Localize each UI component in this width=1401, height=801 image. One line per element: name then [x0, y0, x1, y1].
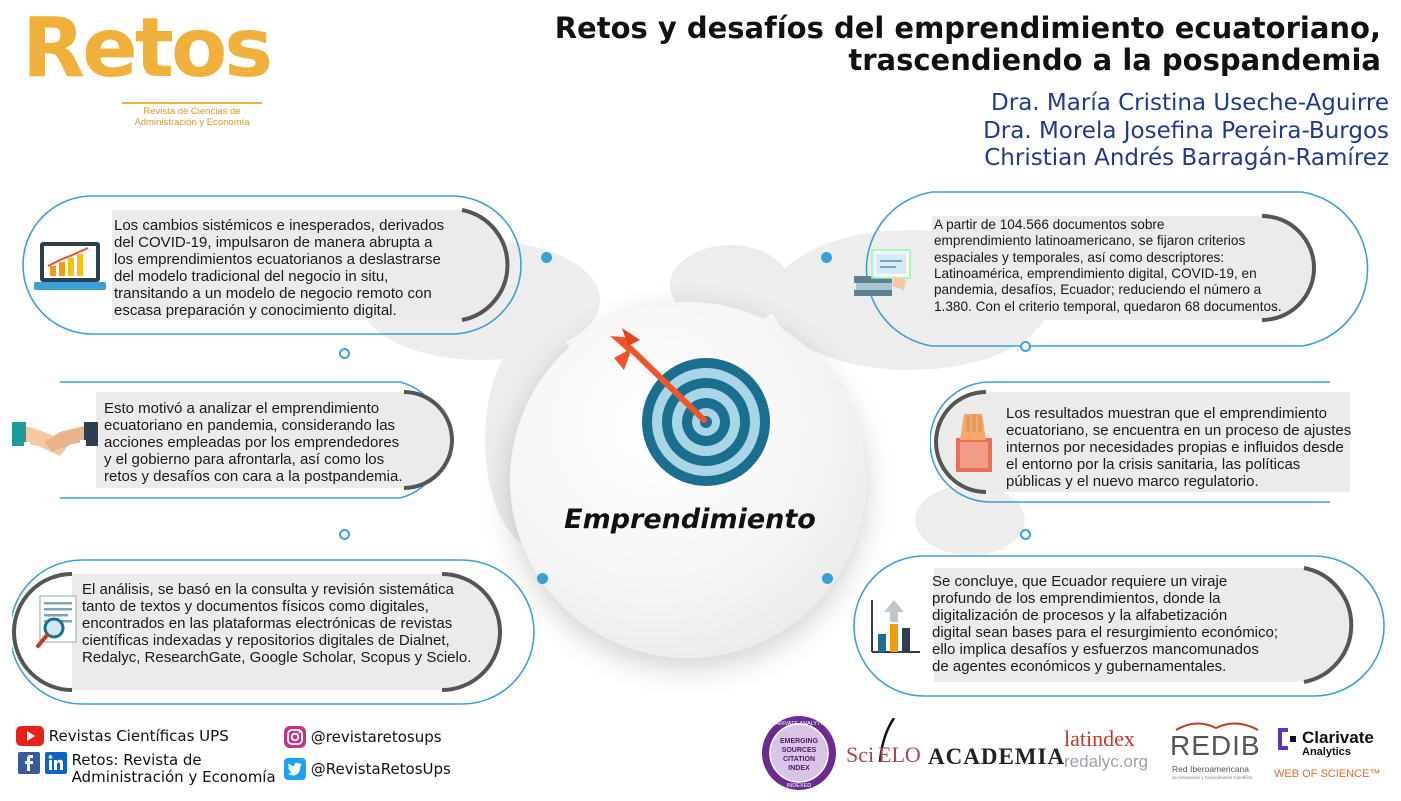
connector-ring-left-1	[339, 348, 350, 359]
bar-chart-arrow-icon	[868, 598, 922, 654]
twitter-icon	[284, 758, 306, 780]
laptop-chart-icon	[34, 240, 106, 296]
youtube-link[interactable]	[16, 726, 229, 746]
logo-wordmark: Retos	[22, 1, 271, 96]
card-right-3	[844, 550, 1386, 700]
esci-line-1: EMERGING	[779, 738, 819, 745]
web-of-science-text: WEB OF SCIENCE™	[1274, 768, 1381, 780]
youtube-label: Revistas Científicas UPS	[48, 727, 229, 745]
logo-subtitle-line2: Administración y Economía	[134, 116, 250, 128]
facebook-linkedin-link[interactable]	[18, 752, 276, 786]
youtube-icon	[16, 726, 44, 746]
redalyc-logo: redalyc.org	[1064, 752, 1149, 771]
scielo-text-b: ELO	[878, 742, 921, 767]
instagram-label: @revistaretosups	[310, 728, 442, 746]
clarivate-logo	[1274, 726, 1394, 786]
card-left-1-text: Los cambios sistémicos e inesperados, derivados del COVID-19, impulsaron de manera abrupta a los emprendimientos ecuatorianos a deslastrarse del modelo tradicional del negocio in situ, transitando a un modelo de negocio remoto con escasa preparación y conocimiento digital.	[114, 217, 445, 319]
card-right-1	[842, 186, 1382, 352]
redib-text: REDIB	[1170, 730, 1261, 761]
card-right-2-text: Los resultados muestran que el emprendimiento ecuatoriano, se encuentra en un proceso de ajustes internos por necesidades propias e influidos desde el entorno por la crisis sanitaria, las políticas públicas y el nuevo marco regulatorio.	[1006, 405, 1352, 490]
connector-ring-right-1	[1020, 341, 1031, 352]
esci-line-4: INDEX	[788, 765, 810, 772]
academia-logo: ACADEMIA	[928, 744, 1066, 769]
journal-logo	[22, 1, 272, 128]
author-3: Christian Andrés Barragán-Ramírez	[984, 145, 1389, 172]
connector-dot-right-1	[821, 252, 832, 263]
card-left-3	[12, 554, 542, 710]
connector-ring-left-2	[339, 529, 350, 540]
instagram-link[interactable]	[284, 726, 442, 748]
handshake-icon	[10, 416, 100, 468]
card-right-3-text: Se concluye, que Ecuador requiere un viraje profundo de los emprendimientos, donde la digitalización de procesos y la alfabetización digital sean bases para el resurgimiento económico; ello implica desafíos y esfuerzos mancomunados de agentes económicos y gubernamentales.	[932, 573, 1279, 675]
connector-dot-left-3	[537, 573, 548, 584]
twitter-label: @RevistaRetosUps	[310, 760, 451, 778]
books-certificate-icon	[854, 246, 916, 296]
logo-divider	[122, 102, 262, 104]
instagram-icon	[284, 726, 306, 748]
redib-subtitle: Red Iberoamericana	[1172, 764, 1250, 774]
esci-ring-bottom: INDEXED	[786, 783, 812, 789]
redib-logo	[1170, 718, 1266, 788]
target-arrow-icon	[600, 318, 780, 488]
redib-subtitle-2: de Innovación y Conocimiento Científico	[1172, 775, 1253, 780]
author-list	[789, 90, 1389, 173]
esci-ring-top: CLARIVATE ANALYTICS	[768, 721, 830, 727]
hand-book-icon	[952, 410, 996, 474]
clarivate-mark-icon	[1276, 728, 1298, 750]
center-label: Emprendimiento	[564, 504, 816, 535]
facebook-label-line1: Retos: Revista de	[71, 751, 202, 769]
latindex-redalyc-logos	[1064, 726, 1164, 782]
connector-dot-left-1	[541, 252, 552, 263]
linkedin-icon	[45, 752, 67, 774]
esci-line-2: SOURCES	[781, 747, 817, 754]
twitter-link[interactable]	[284, 758, 451, 780]
esci-line-3: CITATION	[782, 756, 816, 763]
clarivate-subtext: Analytics	[1302, 746, 1351, 758]
page-title	[481, 12, 1381, 77]
title-line-1: Retos y desafíos del emprendimiento ecuatoriano,	[554, 11, 1381, 45]
logo-subtitle-line1: Revista de Ciencias de	[143, 106, 241, 117]
card-left-3-text: El análisis, se basó en la consulta y revisión sistemática tanto de textos y documentos físicos como digitales, encontrados en las plataformas electrónicas de revistas científicas indexadas y repositorios digitales de Dialnet, Redalyc, ResearchGate, Google Scholar, Scopus y Scielo.	[82, 581, 472, 666]
card-right-1-text: A partir de 104.566 documentos sobre emprendimiento latinoamericano, se fijaron criterios espaciales y temporales, así como descriptores: Latinoamérica, emprendimiento digital, COVID-19, en pandemia, desafíos, Ecuador; reduciendo el número a 1.380. Con el criterio temporal, quedaron 68 documentos.	[934, 217, 1282, 314]
logo-subtitle	[122, 107, 262, 129]
title-line-2: trascendiendo a la pospandemia	[848, 43, 1381, 78]
facebook-label-line2: Administración y Economía	[71, 768, 276, 786]
scielo-logo	[846, 718, 926, 782]
document-magnifier-icon	[34, 594, 84, 650]
card-left-1	[22, 190, 540, 340]
author-1: Dra. María Cristina Useche-Aguirre	[991, 90, 1389, 116]
card-left-2-text: Esto motivó a analizar el emprendimiento ecuatoriano en pandemia, considerando las acciones empleadas por los emprendedores y el gobierno para afrontarla, así como los retos y desafíos con cara a la postpandemia.	[104, 400, 403, 485]
esci-badge-icon	[760, 714, 838, 792]
connector-dot-right-3	[822, 573, 833, 584]
card-right-2	[930, 376, 1390, 508]
scielo-text-a: Sci	[846, 742, 875, 767]
latindex-logo: latindex	[1064, 726, 1135, 751]
facebook-icon	[18, 752, 40, 774]
clarivate-text: Clarivate	[1302, 728, 1374, 747]
connector-ring-right-2	[1020, 529, 1031, 540]
author-2: Dra. Morela Josefina Pereira-Burgos	[983, 117, 1389, 144]
card-left-2	[0, 376, 476, 504]
